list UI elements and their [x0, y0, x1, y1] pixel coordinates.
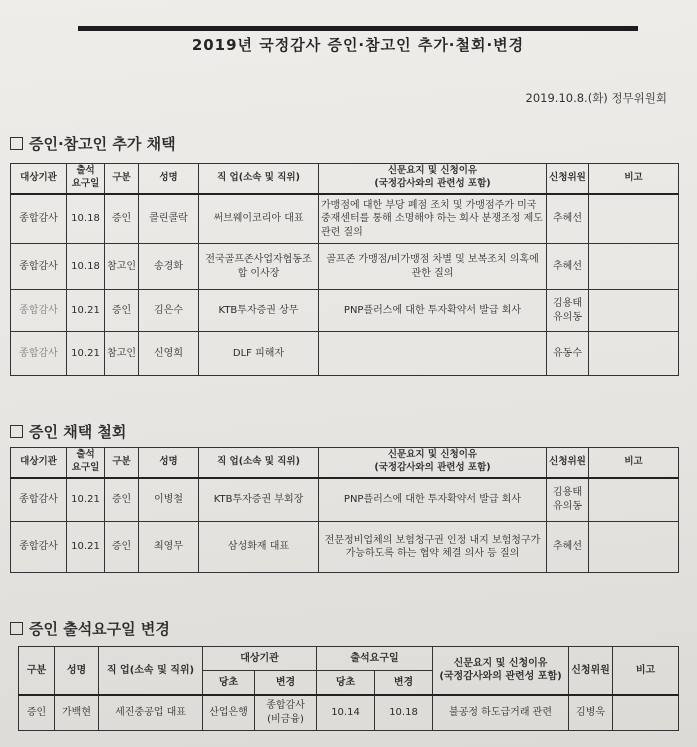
header-cell: 신문요지 및 신청이유 (국정감사와의 관련성 포함)	[319, 448, 547, 478]
table-cell: 송경화	[139, 244, 199, 290]
table-cell	[613, 695, 679, 731]
table-cell: 증인	[105, 478, 139, 522]
header-cell: 신문요지 및 신청이유 (국정감사와의 관련성 포함)	[433, 647, 569, 695]
table-cell: 증인	[105, 194, 139, 244]
table-cell: 전국골프존사업자협동조합 이사장	[199, 244, 319, 290]
table-row	[11, 478, 679, 522]
header-cell: 출석 요구일	[67, 164, 105, 194]
title-rule	[78, 26, 638, 31]
table-cell: 참고인	[105, 244, 139, 290]
table-cell: 종합감사	[11, 290, 67, 332]
checkbox-icon	[10, 137, 23, 150]
header-cell: 신문요지 및 신청이유 (국정감사와의 관련성 포함)	[319, 164, 547, 194]
header-cell: 출석요구일	[317, 647, 433, 671]
table-cell: 가맹점에 대한 부당 폐점 조치 및 가맹점주가 미국중재센터를 통해 소명해야 하는 회사 분쟁조정 제도 관련 질의	[319, 194, 547, 244]
table-cell: 종합감사 (비금융)	[255, 695, 317, 731]
table-cell: 콜린콜락	[139, 194, 199, 244]
table-cell: 10.18	[67, 194, 105, 244]
header-cell: 성명	[139, 448, 199, 478]
table-cell: 김은수	[139, 290, 199, 332]
table-cell: 추혜선	[547, 244, 589, 290]
table-cell: 추혜선	[547, 522, 589, 573]
checkbox-icon	[10, 622, 23, 635]
table-cell: 종합감사	[11, 194, 67, 244]
table-cell: 써브웨이코리아 대표	[199, 194, 319, 244]
date-change-table	[18, 646, 679, 731]
section2-heading	[10, 421, 126, 442]
table-cell: KTB투자증권 부회장	[199, 478, 319, 522]
table-cell: 골프존 가맹점/비가맹점 차별 및 보복조치 의혹에 관한 질의	[319, 244, 547, 290]
addition-table	[10, 163, 679, 376]
table-cell: 전문정비업체의 보험청구권 인정 내지 보험청구가 가능하도록 하는 협약 체결 의사 등 질의	[319, 522, 547, 573]
table-cell: 유동수	[547, 332, 589, 376]
table-cell: 10.18	[375, 695, 433, 731]
table-cell	[589, 522, 679, 573]
header-cell: 성명	[55, 647, 99, 695]
table-header-row	[11, 164, 679, 194]
table-row	[11, 522, 679, 573]
table-cell	[589, 194, 679, 244]
section1-heading	[10, 133, 176, 154]
header-cell: 신청위원	[547, 164, 589, 194]
table-cell: 불공정 하도급거래 관련	[433, 695, 569, 731]
document-date: 2019.10.8.(화) 정무위원회	[525, 91, 667, 105]
document-title: 2019년 국정감사 증인·참고인 추가·철회·변경	[191, 36, 525, 54]
table-row	[11, 332, 679, 376]
header-cell: 변경	[375, 671, 433, 695]
header-cell: 구분	[105, 448, 139, 478]
section3-heading	[10, 618, 170, 639]
header-cell: 신청위원	[547, 448, 589, 478]
header-cell: 비고	[613, 647, 679, 695]
table-row	[19, 695, 679, 731]
table-cell: 종합감사	[11, 332, 67, 376]
table-header-row	[11, 448, 679, 478]
table-cell: 추혜선	[547, 194, 589, 244]
table-cell: 종합감사	[11, 522, 67, 573]
table-cell: 김용태 유의동	[547, 290, 589, 332]
section3-title: 증인 출석요구일 변경	[29, 620, 170, 638]
header-cell: 직 업(소속 및 직위)	[199, 164, 319, 194]
table-cell: KTB투자증권 상무	[199, 290, 319, 332]
header-cell: 직 업(소속 및 직위)	[199, 448, 319, 478]
table-cell	[589, 332, 679, 376]
table-cell: 종합감사	[11, 478, 67, 522]
table-cell: DLF 피해자	[199, 332, 319, 376]
table-cell: 최영무	[139, 522, 199, 573]
table-cell: 참고인	[105, 332, 139, 376]
table-cell: 가백현	[55, 695, 99, 731]
table-cell: 증인	[19, 695, 55, 731]
table-cell: 10.18	[67, 244, 105, 290]
table-cell: 증인	[105, 290, 139, 332]
table-cell: 김병욱	[569, 695, 613, 731]
table-cell	[589, 244, 679, 290]
header-cell: 구분	[19, 647, 55, 695]
header-cell: 성명	[139, 164, 199, 194]
table-cell: PNP플러스에 대한 투자확약서 발급 회사	[319, 478, 547, 522]
table-cell: 10.21	[67, 478, 105, 522]
table-cell: 10.21	[67, 290, 105, 332]
table-cell: 이병철	[139, 478, 199, 522]
table-header-row	[19, 647, 679, 671]
table-cell	[589, 478, 679, 522]
table-cell: 산업은행	[203, 695, 255, 731]
table-row	[11, 194, 679, 244]
table-cell: 10.21	[67, 522, 105, 573]
checkbox-icon	[10, 425, 23, 438]
header-cell: 출석 요구일	[67, 448, 105, 478]
table-cell: 10.21	[67, 332, 105, 376]
table-cell: 종합감사	[11, 244, 67, 290]
section2-title: 증인 채택 철회	[29, 423, 127, 441]
header-cell: 대상기관	[11, 448, 67, 478]
header-cell: 대상기관	[203, 647, 317, 671]
header-cell: 비고	[589, 164, 679, 194]
header-cell: 비고	[589, 448, 679, 478]
table-row	[11, 244, 679, 290]
header-cell: 구분	[105, 164, 139, 194]
header-cell: 직 업(소속 및 직위)	[99, 647, 203, 695]
header-cell: 당초	[317, 671, 375, 695]
table-cell: 김용태 유의동	[547, 478, 589, 522]
table-cell: 삼성화재 대표	[199, 522, 319, 573]
section1-title: 증인·참고인 추가 채택	[29, 135, 176, 153]
table-cell: 신영희	[139, 332, 199, 376]
header-cell: 대상기관	[11, 164, 67, 194]
table-cell	[319, 332, 547, 376]
table-cell	[589, 290, 679, 332]
table-cell: 증인	[105, 522, 139, 573]
header-cell: 변경	[255, 671, 317, 695]
table-cell: PNP플러스에 대한 투자확약서 발급 회사	[319, 290, 547, 332]
withdrawal-table	[10, 447, 679, 573]
header-cell: 당초	[203, 671, 255, 695]
header-cell: 신청위원	[569, 647, 613, 695]
table-cell: 10.14	[317, 695, 375, 731]
table-cell: 세진중공업 대표	[99, 695, 203, 731]
table-row	[11, 290, 679, 332]
